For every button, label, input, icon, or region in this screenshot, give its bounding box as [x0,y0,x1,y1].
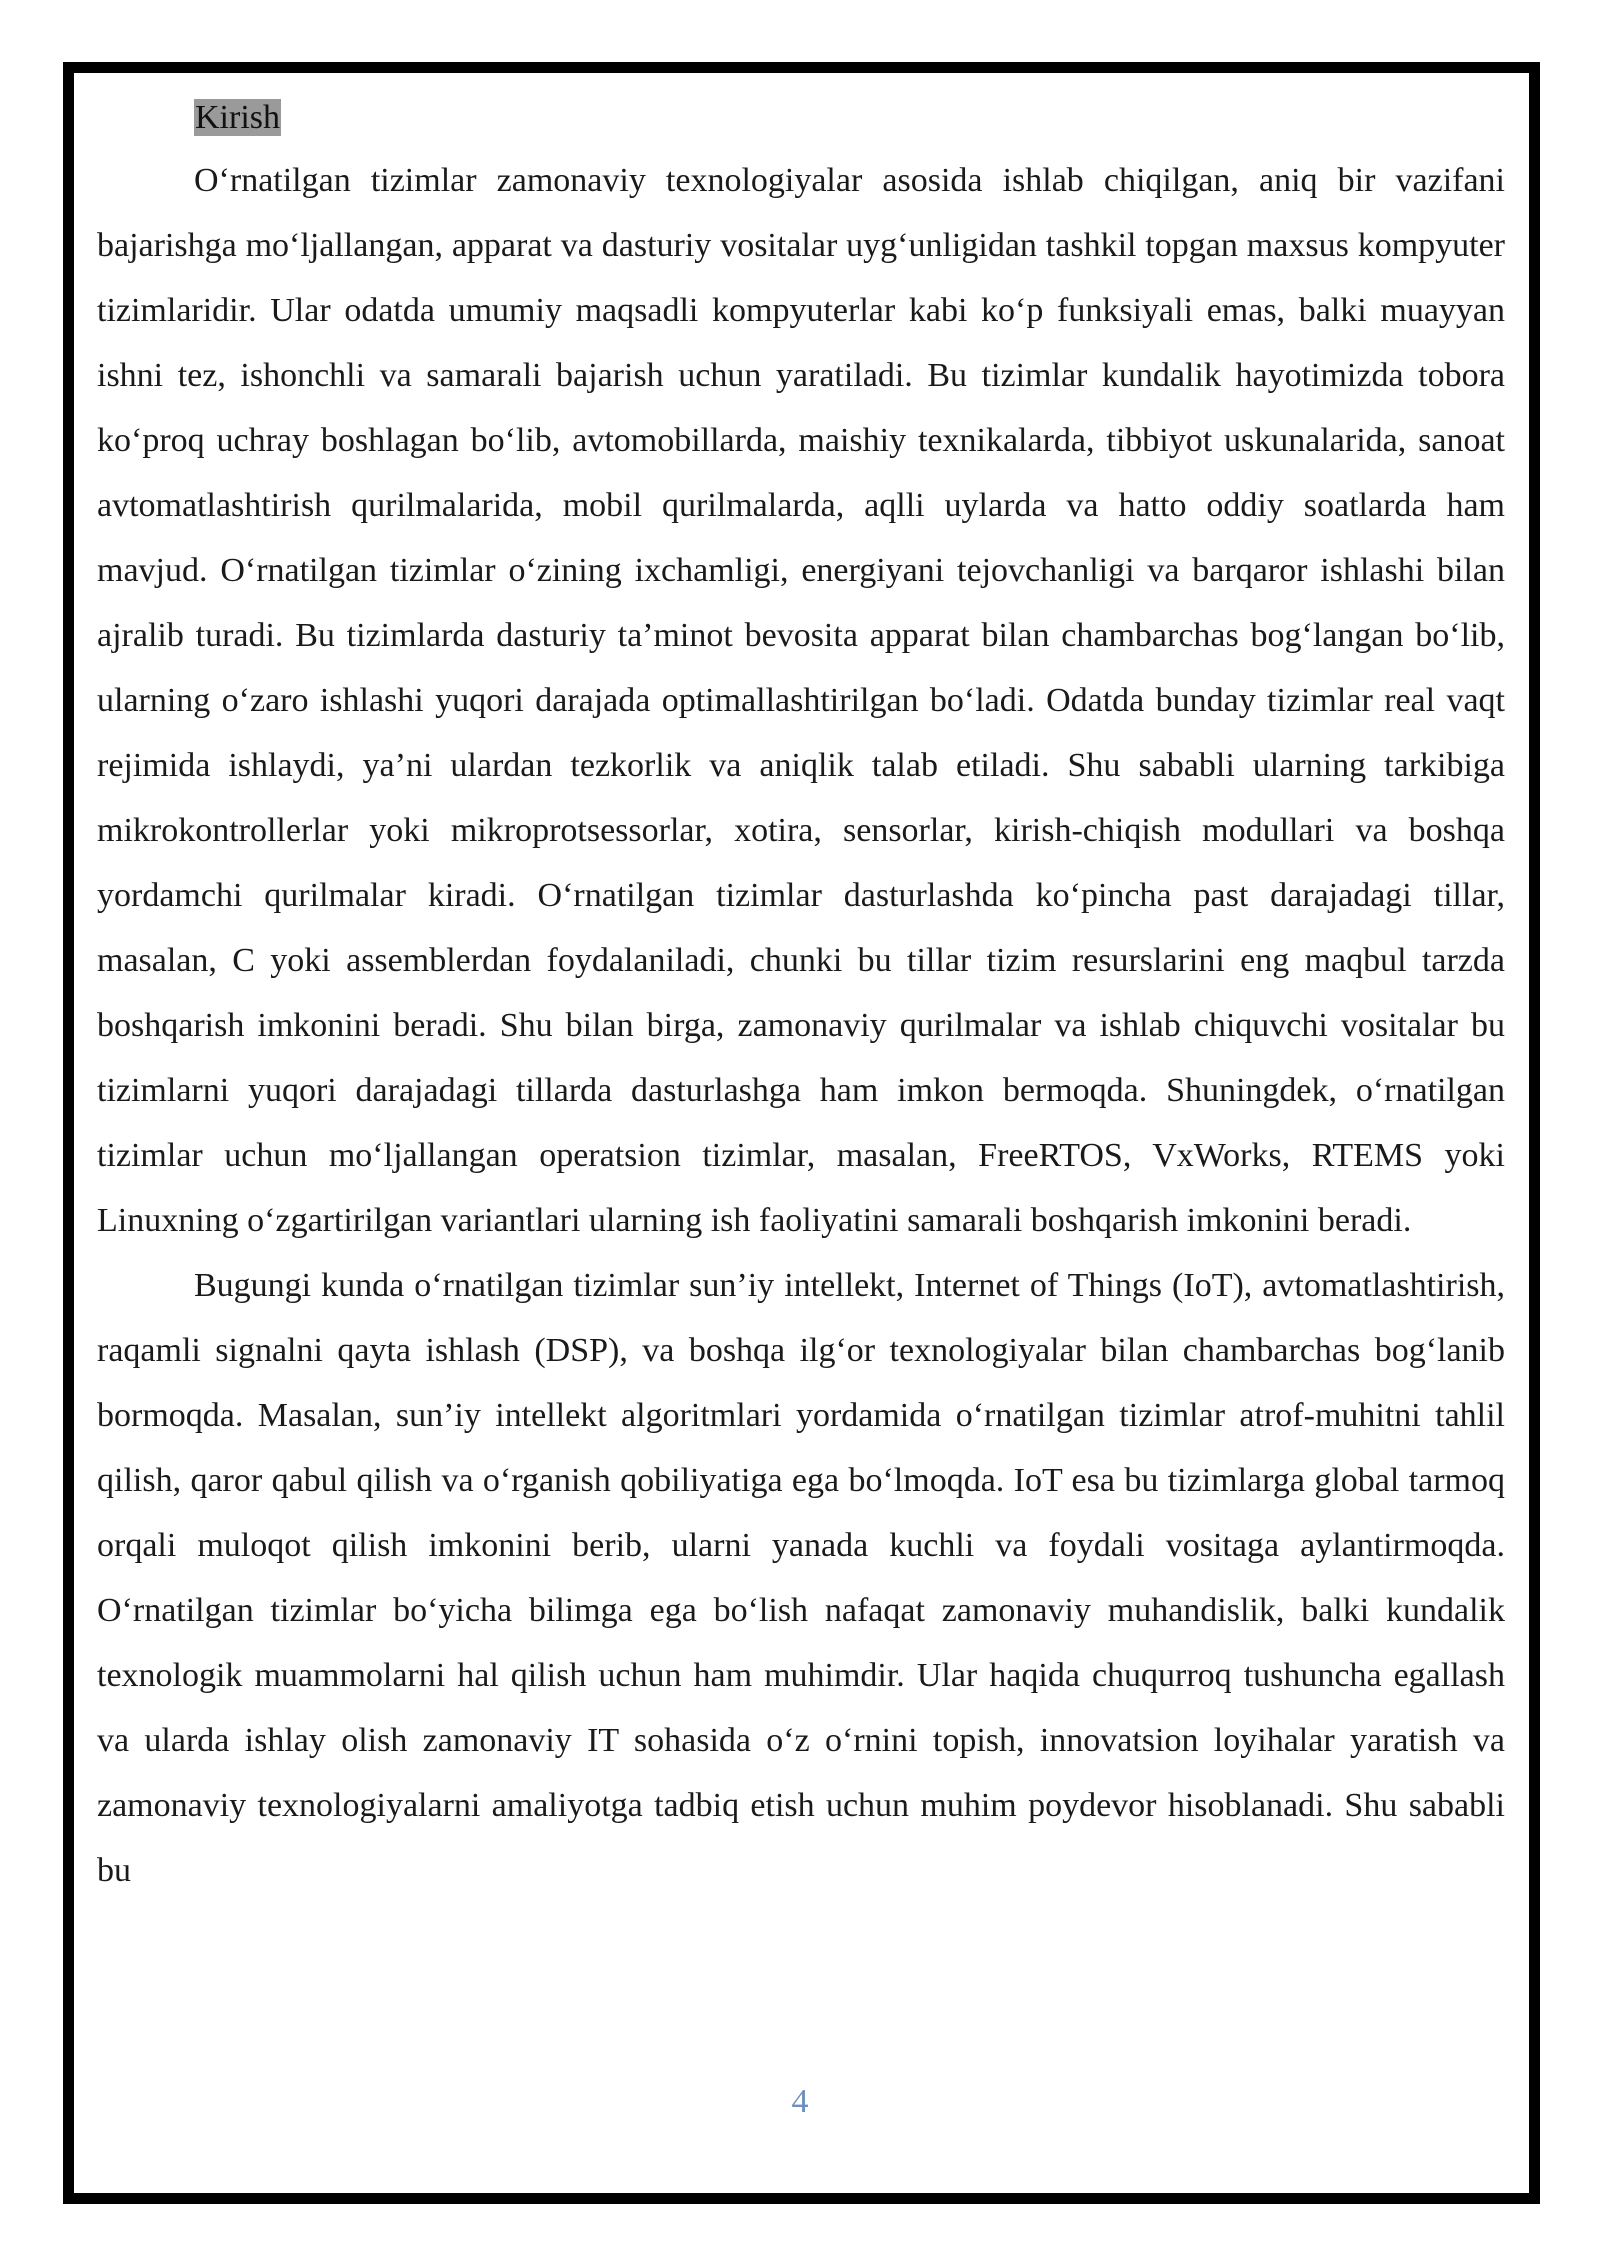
paragraph-2: Bugungi kunda o‘rnatilgan tizimlar sun’iy intellekt, Internet of Things (IoT), avtomatlashtirish, raqamli signalni qayta ishlash (DSP), va boshqa ilg‘or texnologiyalar bilan chambarchas bog‘lanib bormoqda. Masalan, sun’iy intellekt algoritmlari yordamida o‘rnatilgan tizimlar atrof-muhitni tahlil qilish, qaror qabul qilish va o‘rganish qobiliyatiga ega bo‘lmoqda. IoT esa bu tizimlarga global tarmoq orqali muloqot qilish imkonini berib, ularni yanada kuchli va foydali vositaga aylantirmoqda. O‘rnatilgan tizimlar bo‘yicha bilimga ega bo‘lish nafaqat zamonaviy muhandislik, balki kundalik texnologik muammolarni hal qilish uchun ham muhimdir. Ular haqida chuqurroq tushuncha egallash va ularda ishlay olish zamonaviy IT sohasida o‘z o‘rnini topish, innovatsion loyihalar yaratish va zamonaviy texnologiyalarni amaliyotga tadbiq etish uchun muhim poydevor hisoblanadi. Shu sababli bu [97,1267,1505,1889]
heading-text: Kirish [195,99,280,136]
page-content [97,88,1505,1903]
section-heading [194,88,1505,148]
paragraph-1: O‘rnatilgan tizimlar zamonaviy texnologiyalar asosida ishlab chiqilgan, aniq bir vazifani bajarishga mo‘ljallangan, apparat va dasturiy vositalar uyg‘unligidan tashkil topgan maxsus kompyuter tizimlaridir. Ular odatda umumiy maqsadli kompyuterlar kabi ko‘p funksiyali emas, balki muayyan ishni tez, ishonchli va samarali bajarish uchun yaratiladi. Bu tizimlar kundalik hayotimizda tobora ko‘proq uchray boshlagan bo‘lib, avtomobillarda, maishiy texnikalarda, tibbiyot uskunalarida, sanoat avtomatlashtirish qurilmalarida, mobil qurilmalarda, aqlli uylarda va hatto oddiy soatlarda ham mavjud. O‘rnatilgan tizimlar o‘zining ixchamligi, energiyani tejovchanligi va barqaror ishlashi bilan ajralib turadi. Bu tizimlarda dasturiy ta’minot bevosita apparat bilan chambarchas bog‘langan bo‘lib, ularning o‘zaro ishlashi yuqori darajada optimallashtirilgan bo‘ladi. Odatda bunday tizimlar real vaqt rejimida ishlaydi, ya’ni ulardan tezkorlik va aniqlik talab etiladi. Shu sababli ularning tarkibiga mikrokontrollerlar yoki mikroprotsessorlar, xotira, sensorlar, kirish-chiqish modullari va boshqa yordamchi qurilmalar kiradi. O‘rnatilgan tizimlar dasturlashda ko‘pincha past darajadagi tillar, masalan, C yoki assemblerdan foydalaniladi, chunki bu tillar tizim resurslarini eng maqbul tarzda boshqarish imkonini beradi. Shu bilan birga, zamonaviy qurilmalar va ishlab chiquvchi vositalar bu tizimlarni yuqori darajadagi tillarda dasturlashga ham imkon bermoqda. Shuningdek, o‘rnatilgan tizimlar uchun mo‘ljallangan operatsion tizimlar, masalan, FreeRTOS, VxWorks, RTEMS yoki Linuxning o‘zgartirilgan variantlari ularning ish faoliyatini samarali boshqarish imkonini beradi. [97,162,1505,1239]
page-number: 4 [791,2083,809,2120]
